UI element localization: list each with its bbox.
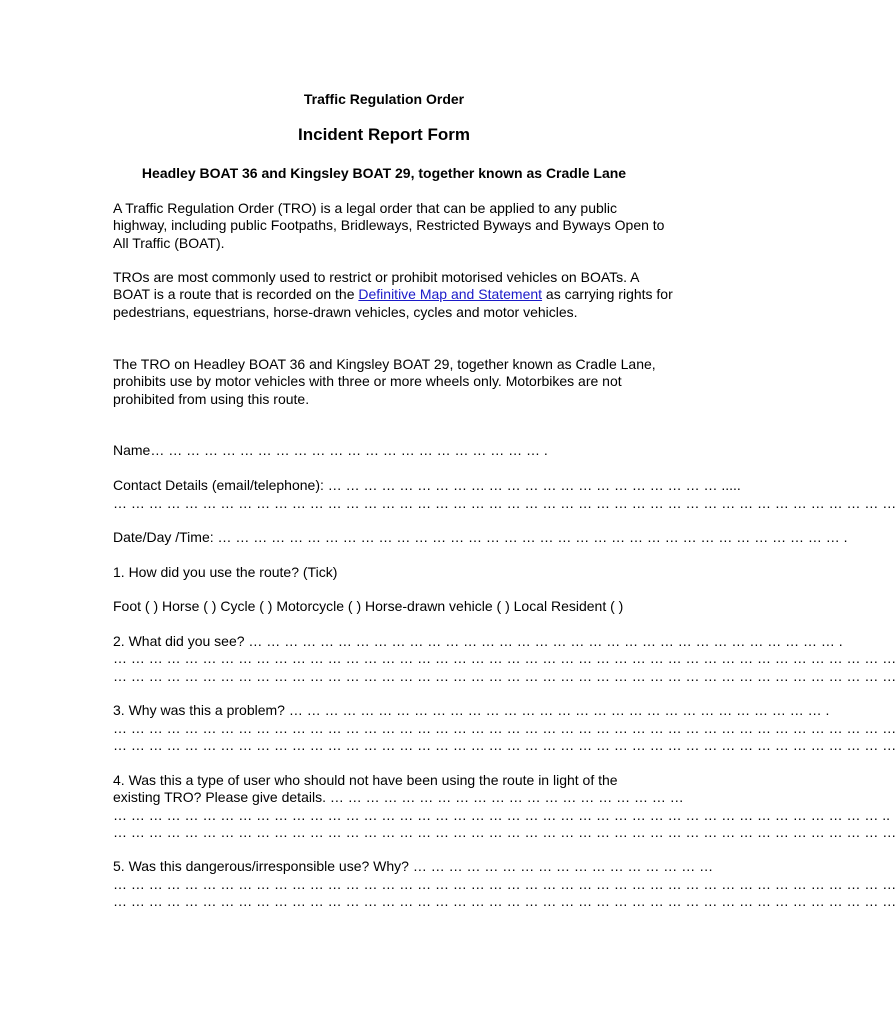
intro-paragraph-3: The TRO on Headley BOAT 36 and Kingsley BOAT 29, together known as Cradle Lane, prohibits use by motor vehicles with three or more wheels only. Motorbikes are not prohibited from using this route. — [113, 356, 656, 407]
question-2-field-line[interactable]: 2. What did you see? … … … … … … … … … … … … … … … … … … … … … … … … … … … … … … … … … . — [113, 633, 843, 649]
document-type-heading: Traffic Regulation Order — [303, 91, 465, 107]
intro-paragraph-2-text-after: as carrying rights for pedestrians, equestrians, horse-drawn vehicles, cycles and motor vehicles. — [113, 286, 673, 320]
contact-details-field-line[interactable]: Contact Details (email/telephone): … … … … … … … … … … … … … … … … … … … … … … ..... — [113, 477, 741, 493]
question-5-answer-line[interactable]: … … … … … … … … … … … … … … … … … … … … … … … … … … … … … … … … … … … … … … … … … … … … — [113, 893, 896, 909]
question-4-answer-line[interactable]: … … … … … … … … … … … … … … … … … … … … … … … … … … … … … … … … … … … … … … … … … … … .. — [113, 807, 891, 823]
definitive-map-link[interactable]: Definitive Map and Statement — [358, 286, 543, 303]
question-2-answer-line[interactable]: … … … … … … … … … … … … … … … … … … … … … … … … … … … … … … … … … … … … … … … … … … … … — [113, 650, 896, 666]
intro-paragraph-2 — [113, 269, 673, 321]
date-time-field-line[interactable]: Date/Day /Time: … … … … … … … … … … … … … … … … … … … … … … … … … … … … … … … … … … … . — [113, 529, 848, 545]
question-5-field-line[interactable]: 5. Was this dangerous/irresponsible use? Why? … … … … … … … … … … … … … … … … … — [113, 858, 714, 874]
question-2-answer-line[interactable]: … … … … … … … … … … … … … … … … … … … … … … … … … … … … … … … … … … … … … … … … … … … … — [113, 668, 896, 684]
question-4-label: 4. Was this a type of user who should not have been using the route in light of the — [113, 772, 618, 788]
question-5-answer-line[interactable]: … … … … … … … … … … … … … … … … … … … … … … … … … … … … … … … … … … … … … … … … … … … … — [113, 876, 896, 892]
intro-paragraph-1: A Traffic Regulation Order (TRO) is a legal order that can be applied to any public highway, including public Footpaths, Bridleways, Restricted Byways and Byways Open to All Traffic (BOAT). — [113, 200, 665, 251]
intro-paragraph-2-text-before: TROs are most commonly used to restrict or prohibit motorised vehicles on BOATs. A BOAT is a route that is recorded on the — [113, 269, 639, 303]
contact-details-continuation-line[interactable]: … … … … … … … … … … … … … … … … … … … … … … … … … … … … … … … … … … … … … … … … … … … … — [113, 495, 896, 511]
question-4-answer-line[interactable]: … … … … … … … … … … … … … … … … … … … … … … … … … … … … … … … … … … … … … … … … … … … … — [113, 824, 896, 840]
name-field-line[interactable]: Name… … … … … … … … … … … … … … … … … … … … … … . — [113, 442, 548, 458]
form-title: Incident Report Form — [298, 125, 470, 144]
question-3-field-line[interactable]: 3. Why was this a problem? … … … … … … … … … … … … … … … … … … … … … … … … … … … … … … . — [113, 702, 830, 718]
usage-type-options[interactable]: Foot ( ) Horse ( ) Cycle ( ) Motorcycle ( ) Horse-drawn vehicle ( ) Local Resident ( ) — [113, 598, 624, 614]
form-subtitle: Headley BOAT 36 and Kingsley BOAT 29, together known as Cradle Lane — [141, 165, 627, 181]
question-3-answer-line[interactable]: … … … … … … … … … … … … … … … … … … … … … … … … … … … … … … … … … … … … … … … … … … … … — [113, 720, 896, 736]
question-3-answer-line[interactable]: … … … … … … … … … … … … … … … … … … … … … … … … … … … … … … … … … … … … … … … … … … … … — [113, 737, 896, 753]
question-4-field-line[interactable]: existing TRO? Please give details. … … … … … … … … … … … … … … … … … … … … — [113, 789, 684, 805]
question-1-label: 1. How did you use the route? (Tick) — [113, 564, 338, 580]
